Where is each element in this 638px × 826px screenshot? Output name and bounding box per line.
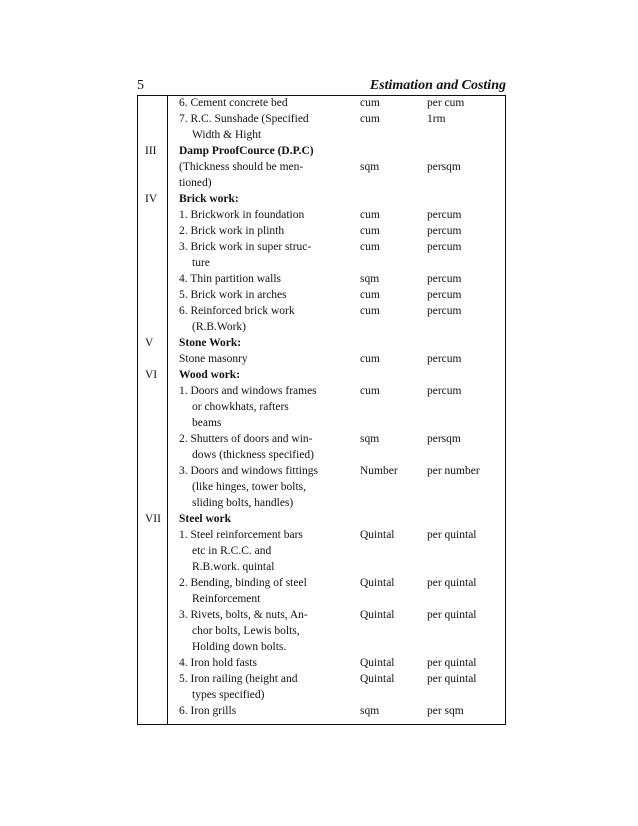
item-description (179, 575, 329, 607)
rate-basis: percum (427, 225, 462, 237)
item-description (179, 511, 329, 527)
unit-of-measurement: cum (360, 225, 380, 237)
rate-basis: per quintal (427, 609, 477, 621)
item-line: 1. Doors and windows frames (179, 385, 317, 397)
item-description (179, 367, 329, 383)
item-description (179, 607, 329, 655)
item-description (179, 111, 329, 143)
item-description (179, 383, 329, 431)
item-line: Holding down bolts. (192, 641, 287, 653)
unit-of-measurement: Quintal (360, 657, 395, 669)
rate-basis: per number (427, 465, 480, 477)
item-line: 1. Brickwork in foundation (179, 209, 305, 221)
item-description (179, 207, 329, 223)
item-description (179, 271, 329, 287)
item-line: beams (192, 417, 222, 429)
item-description (179, 143, 329, 159)
item-line: Steel work (179, 513, 232, 525)
item-description (179, 527, 329, 575)
section-number: IV (145, 193, 158, 205)
unit-of-measurement: cum (360, 241, 380, 253)
item-line: chor bolts, Lewis bolts, (192, 625, 300, 637)
rate-basis: per quintal (427, 657, 477, 669)
item-line: (like hinges, tower bolts, (192, 481, 307, 493)
unit-of-measurement: Quintal (360, 577, 395, 589)
item-line: 6. Cement concrete bed (179, 97, 288, 109)
unit-of-measurement: Quintal (360, 609, 395, 621)
section-number: V (145, 337, 154, 349)
section-number: VI (145, 369, 158, 381)
rate-basis: percum (427, 273, 462, 285)
rate-basis: per sqm (427, 705, 464, 717)
unit-of-measurement: sqm (360, 273, 380, 285)
unit-of-measurement: Quintal (360, 673, 395, 685)
item-description (179, 95, 329, 111)
item-line: Stone Work: (179, 337, 242, 349)
rate-basis: persqm (427, 161, 461, 173)
item-line: 7. R.C. Sunshade (Specified (179, 113, 309, 125)
item-line: (R.B.Work) (192, 321, 247, 333)
item-line: Reinforcement (192, 593, 261, 605)
rate-basis: percum (427, 353, 462, 365)
item-description (179, 159, 329, 191)
item-line: Width & Hight (192, 129, 262, 141)
item-description (179, 351, 329, 367)
item-line: 5. Iron railing (height and (179, 673, 298, 685)
item-line: dows (thickness specified) (192, 449, 314, 461)
rate-basis: percum (427, 305, 462, 317)
item-line: 4. Thin partition walls (179, 273, 282, 285)
item-line: or chowkhats, rafters (192, 401, 289, 413)
unit-of-measurement: sqm (360, 705, 380, 717)
estimate-table (137, 95, 506, 725)
unit-of-measurement: Number (360, 465, 398, 477)
unit-of-measurement: cum (360, 305, 380, 317)
item-line: tioned) (179, 177, 212, 189)
unit-of-measurement: cum (360, 385, 380, 397)
rate-basis: per quintal (427, 529, 477, 541)
unit-of-measurement: cum (360, 97, 380, 109)
item-line: Brick work: (179, 193, 239, 205)
item-line: 3. Rivets, bolts, & nuts, An- (179, 609, 308, 621)
item-description (179, 655, 329, 671)
item-line: R.B.work. quintal (192, 561, 275, 573)
rate-basis: 1rm (427, 113, 446, 125)
item-line: 2. Shutters of doors and win- (179, 433, 313, 445)
rate-basis: per cum (427, 97, 465, 109)
item-line: Wood work: (179, 369, 241, 381)
item-line: 2. Brick work in plinth (179, 225, 285, 237)
item-line: (Thickness should be men- (179, 161, 304, 173)
item-description (179, 335, 329, 351)
rate-basis: percum (427, 241, 462, 253)
column-divider (167, 95, 168, 724)
item-line: 2. Bending, binding of steel (179, 577, 307, 589)
item-line: 6. Reinforced brick work (179, 305, 295, 317)
item-description (179, 191, 329, 207)
section-number: VII (145, 513, 161, 525)
rate-basis: percum (427, 385, 462, 397)
item-line: 4. Iron hold fasts (179, 657, 257, 669)
item-description (179, 463, 329, 511)
running-title: Estimation and Costing (369, 78, 506, 93)
item-line: 1. Steel reinforcement bars (179, 529, 303, 541)
unit-of-measurement: sqm (360, 433, 380, 445)
item-description (179, 671, 329, 703)
rate-basis: per quintal (427, 577, 477, 589)
item-description (179, 239, 329, 271)
section-number: III (145, 145, 157, 157)
item-description (179, 303, 329, 335)
rate-basis: percum (427, 289, 462, 301)
item-line: Stone masonry (179, 353, 248, 365)
item-line: etc in R.C.C. and (192, 545, 272, 557)
item-description (179, 223, 329, 239)
item-line: 3. Brick work in super struc- (179, 241, 312, 253)
item-line: 3. Doors and windows fittings (179, 465, 318, 477)
item-line: types specified) (192, 689, 265, 701)
item-description (179, 703, 329, 719)
unit-of-measurement: sqm (360, 161, 380, 173)
item-line: sliding bolts, handles) (192, 497, 294, 509)
unit-of-measurement: Quintal (360, 529, 395, 541)
item-line: ture (192, 257, 210, 269)
unit-of-measurement: cum (360, 353, 380, 365)
unit-of-measurement: cum (360, 209, 380, 221)
unit-of-measurement: cum (360, 289, 380, 301)
unit-of-measurement: cum (360, 113, 380, 125)
page-number: 5 (137, 78, 144, 93)
item-line: 5. Brick work in arches (179, 289, 287, 301)
item-line: Damp ProofCource (D.P.C) (179, 145, 314, 157)
item-description (179, 431, 329, 463)
item-description (179, 287, 329, 303)
rate-basis: persqm (427, 433, 461, 445)
item-line: 6. Iron grills (179, 705, 237, 717)
rate-basis: percum (427, 209, 462, 221)
rate-basis: per quintal (427, 673, 477, 685)
